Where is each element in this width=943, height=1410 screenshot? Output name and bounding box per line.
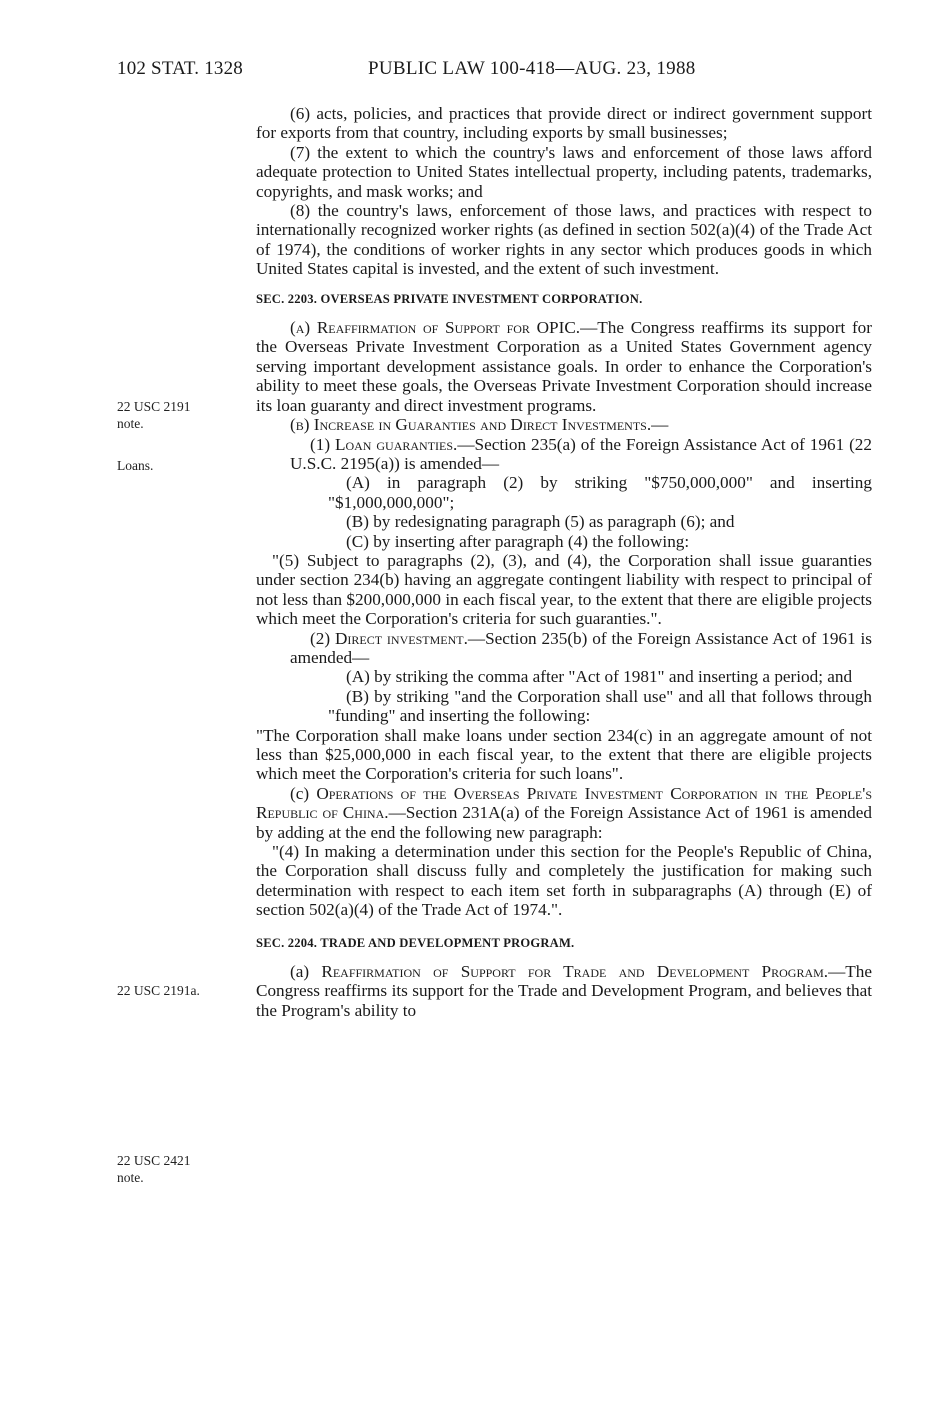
paragraph-b2-text: —Section 235(b) of the Foreign Assistance Act of 1961 is amended— bbox=[290, 628, 872, 667]
subsection-b-heading: (b) Increase in Guaranties and Direct Investments. bbox=[290, 415, 652, 435]
clause-b1-c: (C) by inserting after paragraph (4) the following: bbox=[346, 531, 690, 551]
subsection-a-text: OPIC.—The Congress reaffirms its support for the Overseas Private Investment Corporation as a United States Government agency serving important development assistance goals. In order to enhance the Corporation's ability to meet these goals, the Overseas Private Investment Corporation should increase its loan guaranty and direct investment programs. bbox=[256, 318, 873, 415]
subsection-a-heading: (a) Reaffirmation of Support for bbox=[290, 318, 530, 338]
margin-note-loans: Loans. bbox=[117, 458, 154, 473]
statute-body bbox=[256, 104, 872, 1020]
subsection-a-trade bbox=[256, 962, 872, 1020]
subsection-a-opic bbox=[256, 318, 872, 415]
clause-b1-a: (A) in paragraph (2) by striking "$750,000,000" and inserting "$1,000,000,000"; bbox=[328, 473, 872, 512]
subsection-a-trade-text: —The Congress reaffirms its support for the Trade and Development Program, and believes that the Program's ability to bbox=[256, 962, 873, 1020]
section-2203-heading: SEC. 2203. OVERSEAS PRIVATE INVESTMENT CORPORATION. bbox=[256, 291, 643, 306]
paragraph-8: (8) the country's laws, enforcement of those laws, and practices with respect to internationally recognized worker rights (as defined in section 502(a)(4) of the Trade Act of 1974), the conditions of worker rights in any sector which produces goods in which United States capital is invested, and the extent of such investment. bbox=[256, 201, 872, 279]
margin-note-usc-2191: 22 USC 2191 note. bbox=[117, 399, 191, 431]
margin-note-usc-2191a: 22 USC 2191a. bbox=[117, 983, 200, 998]
clause-b2-a: (A) by striking the comma after "Act of 1981" and inserting a period; and bbox=[346, 667, 853, 687]
paragraph-b1-heading: Loan guaranties. bbox=[334, 434, 458, 454]
quoted-corporation-loans: "The Corporation shall make loans under section 234(c) in an aggregate amount of not less than $25,000,000 in each fiscal year, to the extent that there are eligible projects which meet the Corporation's criteria for such loans". bbox=[256, 725, 872, 784]
margin-note-usc-2421: 22 USC 2421 note. bbox=[117, 1153, 191, 1185]
paragraph-b2 bbox=[256, 629, 872, 668]
clause-b2-b: (B) by striking "and the Corporation shall use" and all that follows through "funding" and inserting the following: bbox=[328, 686, 872, 726]
subsection-a-trade-heading: Reaffirmation of Support for Trade and Development Program. bbox=[321, 962, 829, 982]
paragraph-b2-heading: Direct investment. bbox=[334, 628, 468, 648]
paragraph-6: (6) acts, policies, and practices that provide direct or indirect government support for exports from that country, including exports by small businesses; bbox=[256, 104, 872, 143]
subsection-c-number: (c) bbox=[290, 783, 317, 803]
subsection-a-trade-number: (a) bbox=[290, 962, 322, 982]
quoted-paragraph-4: "(4) In making a determination under this section for the People's Republic of China, the Corporation shall discuss fully and completely the justification for making such determination with respect to each item set forth in subparagraphs (A) through (E) of section 502(a)(4) of the Trade Act of 1974.". bbox=[256, 842, 872, 920]
paragraph-7: (7) the extent to which the country's laws and enforcement of those laws afford adequate protection to United States intellectual property, including patents, trademarks, copyrights, and mask works; and bbox=[256, 142, 872, 201]
statute-page-number: 102 STAT. 1328 bbox=[117, 58, 244, 79]
paragraph-b1-number: (1) bbox=[310, 434, 335, 454]
subsection-c-text: —Section 231A(a) of the Foreign Assistance Act of 1961 is amended by adding at the end the following new paragraph: bbox=[256, 803, 872, 842]
subsection-b-dash: — bbox=[651, 415, 669, 435]
subsection-b bbox=[256, 415, 872, 434]
paragraph-b1 bbox=[256, 435, 872, 474]
paragraph-b2-number: (2) bbox=[310, 628, 335, 648]
subsection-c bbox=[256, 784, 872, 842]
clause-b1-b: (B) by redesignating paragraph (5) as paragraph (6); and bbox=[346, 512, 735, 532]
section-2204-heading: SEC. 2204. TRADE AND DEVELOPMENT PROGRAM. bbox=[256, 935, 575, 950]
paragraph-b1-text: —Section 235(a) of the Foreign Assistance Act of 1961 (22 U.S.C. 2195(a)) is amended— bbox=[290, 434, 872, 473]
quoted-paragraph-5: "(5) Subject to paragraphs (2), (3), and (4), the Corporation shall issue guaranties under section 234(b) having an aggregate contingent liability with respect to principal of not less than $200,000,000 in each fiscal year, to the extent that there are eligible projects which meet the Corporation's criteria for such guaranties.". bbox=[256, 550, 872, 629]
running-header: PUBLIC LAW 100-418—AUG. 23, 1988 bbox=[368, 58, 696, 79]
subsection-c-heading: Operations of the Overseas Private Investment Corporation in the People's Republic of China. bbox=[256, 783, 872, 823]
